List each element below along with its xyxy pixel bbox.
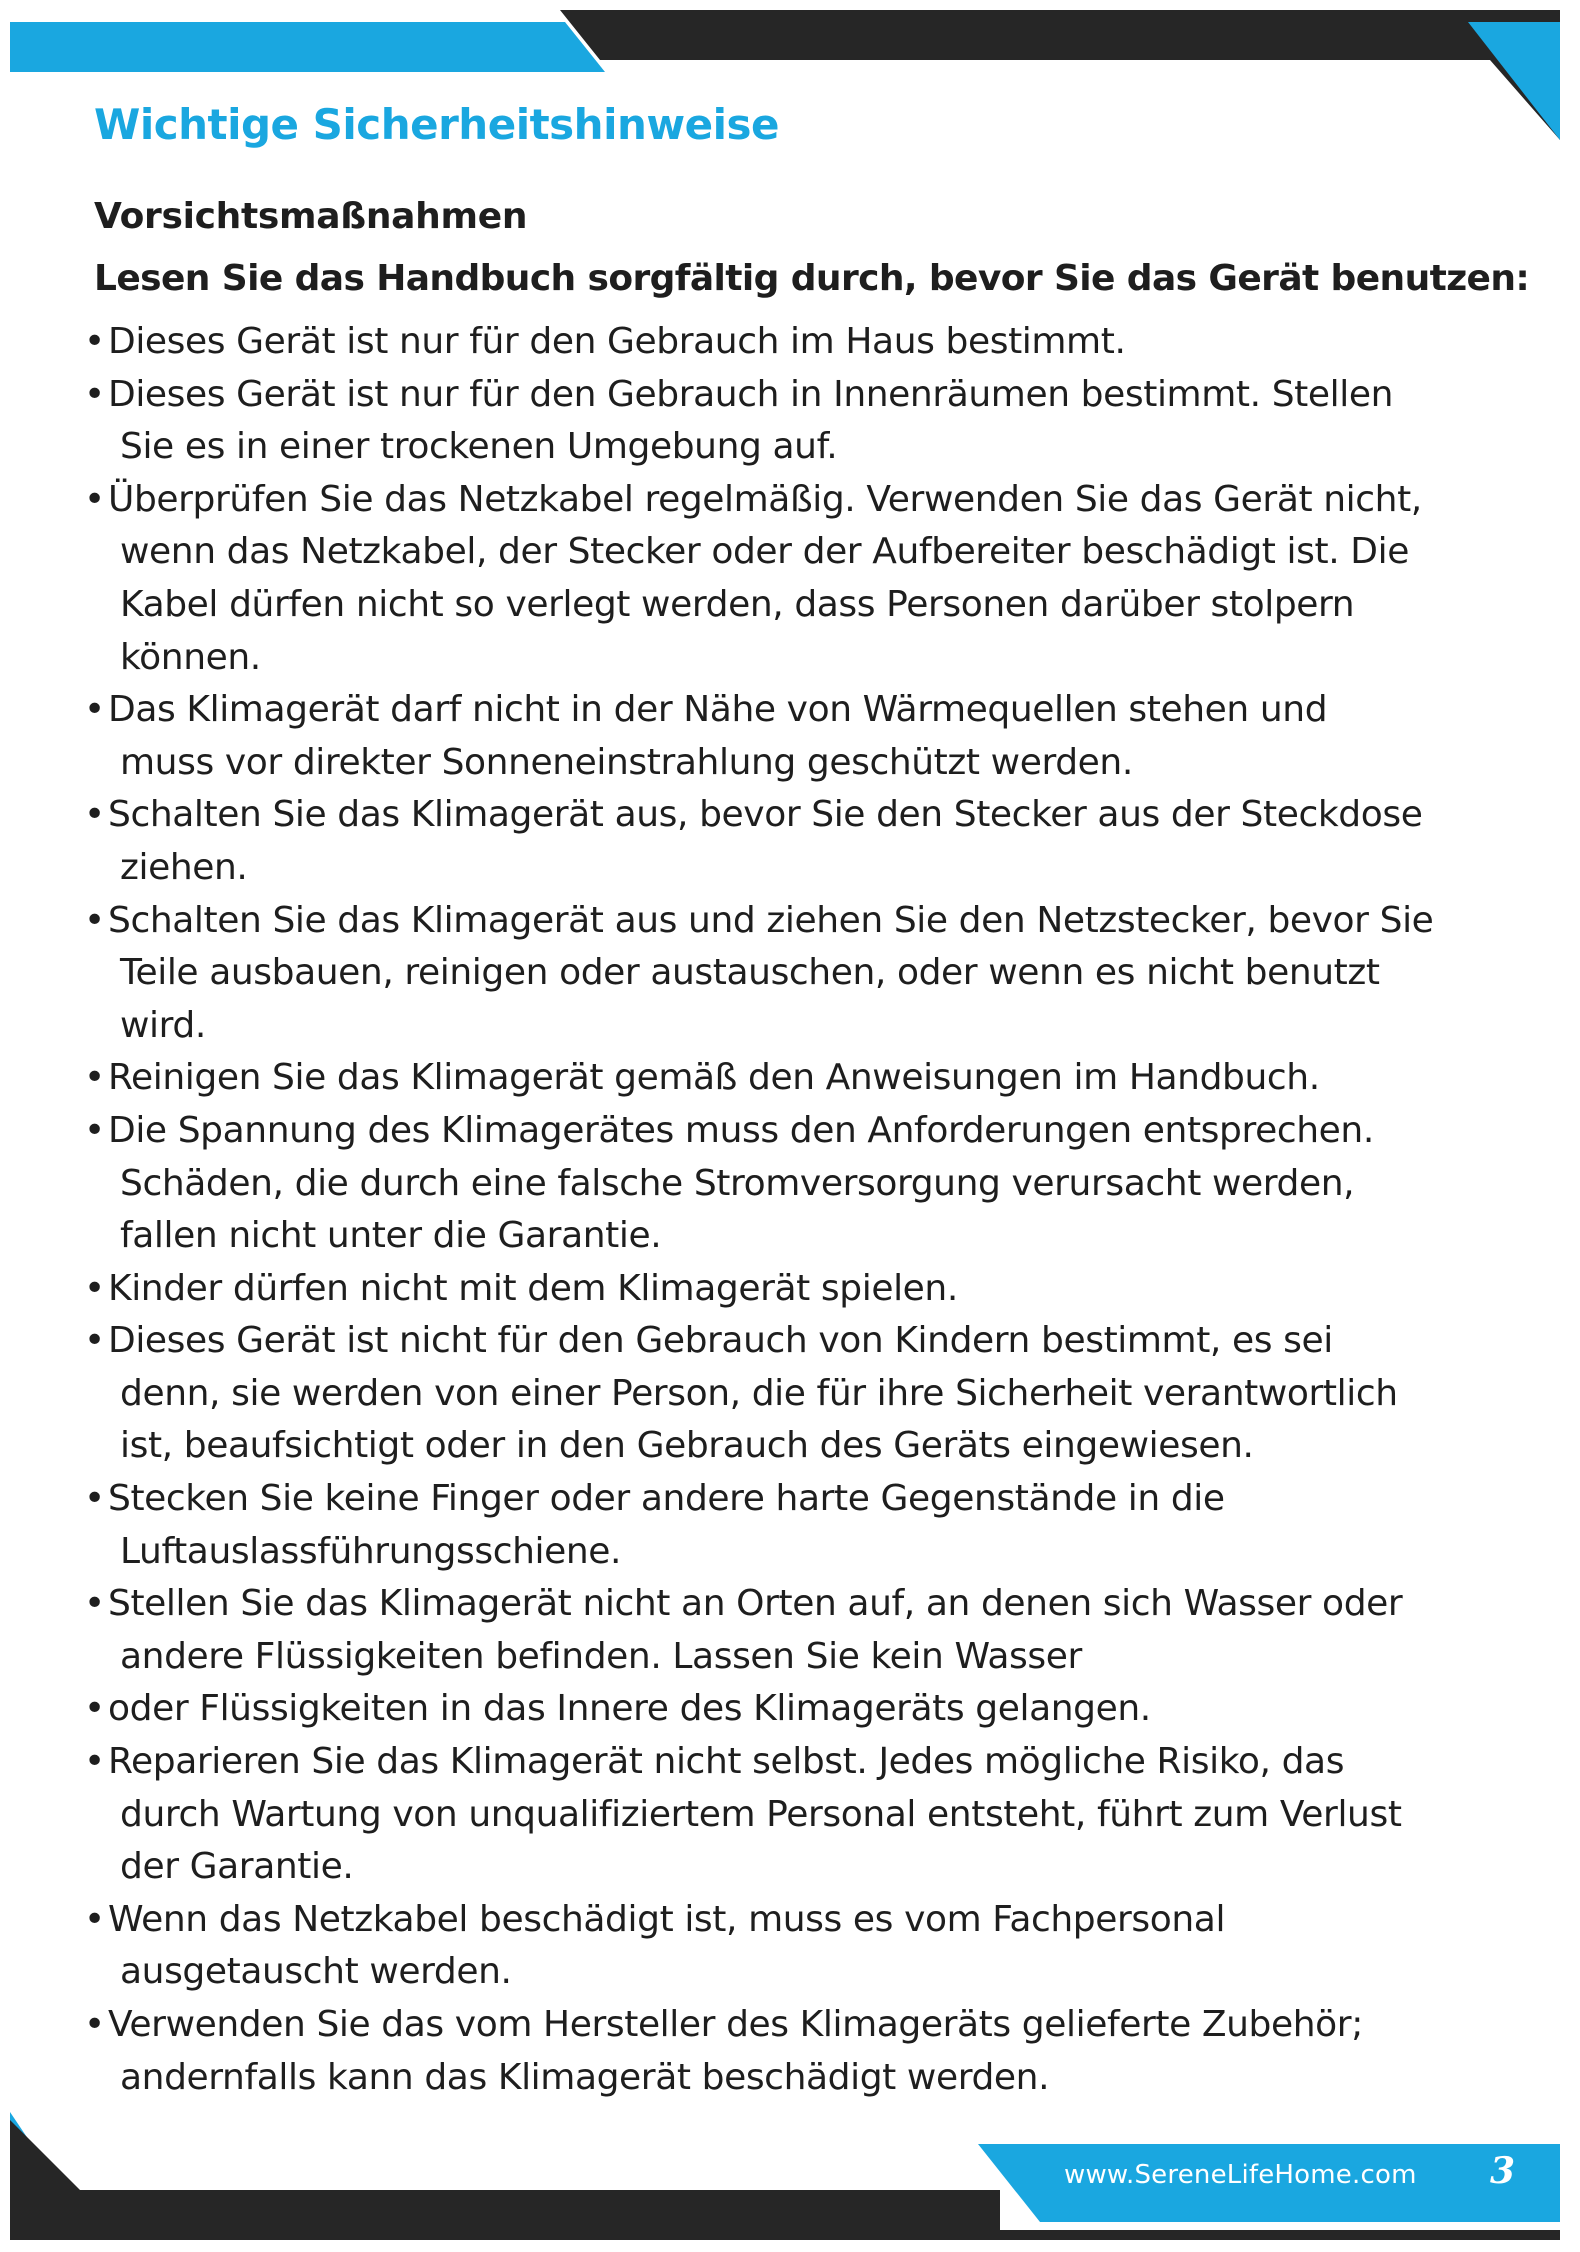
- instruction-line: Kabel dürfen nicht so verlegt werden, dass Personen darüber stolpern: [120, 583, 1355, 625]
- bullet-dot-icon: •: [84, 1688, 105, 1730]
- instruction-line: Die Spannung des Klimagerätes muss den Anforderungen entsprechen.: [108, 1109, 1374, 1151]
- safety-instruction-item: [84, 1473, 1504, 1578]
- safety-instruction-item: [84, 1263, 1504, 1316]
- page-number: 3: [1490, 2150, 1516, 2192]
- safety-instruction-item: [84, 474, 1504, 684]
- bullet-dot-icon: •: [84, 1583, 105, 1625]
- safety-instruction-item: [84, 1315, 1504, 1473]
- instruction-line: durch Wartung von unqualifiziertem Personal entsteht, führt zum Verlust: [120, 1793, 1402, 1835]
- safety-instruction-item: [84, 1999, 1504, 2104]
- safety-instruction-text: [108, 1315, 1504, 1473]
- footer-dark-left: [10, 2120, 1000, 2240]
- safety-instruction-item: [84, 684, 1504, 789]
- instruction-line: Wenn das Netzkabel beschädigt ist, muss es vom Fachpersonal: [108, 1898, 1226, 1940]
- instruction-line: muss vor direkter Sonneneinstrahlung geschützt werden.: [120, 741, 1133, 783]
- instruction-line: Schäden, die durch eine falsche Stromversorgung verursacht werden,: [120, 1162, 1355, 1204]
- safety-instruction-item: [84, 316, 1504, 369]
- instruction-line: ist, beaufsichtigt oder in den Gebrauch des Geräts eingewiesen.: [120, 1425, 1254, 1467]
- bullet-dot-icon: •: [84, 689, 105, 731]
- instruction-line: andere Flüssigkeiten befinden. Lassen Sie kein Wasser: [120, 1635, 1082, 1677]
- bullet-dot-icon: •: [84, 1267, 105, 1309]
- instruction-line: Stecken Sie keine Finger oder andere harte Gegenstände in die: [108, 1478, 1225, 1520]
- instruction-line: Dieses Gerät ist nur für den Gebrauch in Innenräumen bestimmt. Stellen: [108, 373, 1393, 415]
- safety-instruction-text: [108, 1999, 1504, 2104]
- bullet-dot-icon: •: [84, 1741, 105, 1783]
- safety-instruction-text: [108, 1473, 1504, 1578]
- intro-instruction: Lesen Sie das Handbuch sorgfältig durch, bevor Sie das Gerät benutzen:: [94, 258, 1530, 299]
- instruction-line: Reparieren Sie das Klimagerät nicht selbst. Jedes mögliche Risiko, das: [108, 1741, 1345, 1783]
- safety-instruction-text: [108, 1894, 1504, 1999]
- bullet-dot-icon: •: [84, 794, 105, 836]
- instruction-line: Luftauslassführungsschiene.: [120, 1530, 622, 1572]
- safety-instruction-text: [108, 316, 1504, 369]
- instruction-line: Reinigen Sie das Klimagerät gemäß den Anweisungen im Handbuch.: [108, 1057, 1320, 1099]
- safety-instruction-item: [84, 1683, 1504, 1736]
- safety-instruction-text: [108, 1736, 1504, 1894]
- instruction-line: fallen nicht unter die Garantie.: [120, 1215, 662, 1257]
- bullet-dot-icon: •: [84, 373, 105, 415]
- page-title: Wichtige Sicherheitshinweise: [94, 100, 780, 149]
- instruction-line: andernfalls kann das Klimagerät beschädigt werden.: [120, 2056, 1050, 2098]
- safety-instruction-text: [108, 789, 1504, 894]
- instruction-line: Schalten Sie das Klimagerät aus und ziehen Sie den Netzstecker, bevor Sie: [108, 899, 1434, 941]
- instruction-line: Sie es in einer trockenen Umgebung auf.: [120, 426, 838, 468]
- instruction-line: der Garantie.: [120, 1846, 354, 1888]
- bullet-dot-icon: •: [84, 1109, 105, 1151]
- safety-instruction-text: [108, 1052, 1504, 1105]
- instruction-line: Dieses Gerät ist nur für den Gebrauch im Haus bestimmt.: [108, 321, 1126, 362]
- safety-instruction-item: [84, 789, 1504, 894]
- bullet-dot-icon: •: [84, 1320, 105, 1362]
- safety-instruction-text: [108, 684, 1504, 789]
- instruction-line: Kinder dürfen nicht mit dem Klimagerät spielen.: [108, 1267, 958, 1309]
- safety-instruction-item: [84, 1105, 1504, 1263]
- safety-instruction-text: [108, 1683, 1504, 1736]
- instruction-line: können.: [120, 636, 261, 678]
- instruction-line: Stellen Sie das Klimagerät nicht an Orten auf, an denen sich Wasser oder: [108, 1583, 1403, 1625]
- instruction-line: ziehen.: [120, 846, 248, 888]
- safety-instruction-item: [84, 1736, 1504, 1894]
- bullet-dot-icon: •: [84, 478, 105, 520]
- safety-instruction-text: [108, 369, 1504, 474]
- bullet-dot-icon: •: [84, 899, 105, 941]
- header-accent-left: [10, 22, 605, 72]
- safety-instruction-item: [84, 369, 1504, 474]
- bullet-dot-icon: •: [84, 1478, 105, 1520]
- instruction-line: wird.: [120, 1004, 206, 1046]
- instruction-line: Dieses Gerät ist nicht für den Gebrauch von Kindern bestimmt, es sei: [108, 1320, 1333, 1362]
- section-heading: Vorsichtsmaßnahmen: [94, 196, 528, 237]
- bullet-dot-icon: •: [84, 321, 105, 362]
- safety-instruction-text: [108, 895, 1504, 1053]
- instruction-line: ausgetauscht werden.: [120, 1951, 512, 1993]
- instruction-line: Schalten Sie das Klimagerät aus, bevor Sie den Stecker aus der Steckdose: [108, 794, 1423, 836]
- instruction-line: Überprüfen Sie das Netzkabel regelmäßig. Verwenden Sie das Gerät nicht,: [108, 478, 1422, 520]
- safety-instructions-list: [84, 316, 1504, 2104]
- instruction-line: Teile ausbauen, reinigen oder austauschen, oder wenn es nicht benutzt: [120, 952, 1380, 994]
- bullet-dot-icon: •: [84, 2004, 105, 2045]
- safety-instruction-item: [84, 1894, 1504, 1999]
- safety-instruction-text: [108, 1105, 1504, 1263]
- footer-website: www.SereneLifeHome.com: [1064, 2160, 1417, 2190]
- instruction-line: Verwenden Sie das vom Hersteller des Klimageräts gelieferte Zubehör;: [108, 2004, 1363, 2045]
- instruction-line: oder Flüssigkeiten in das Innere des Klimageräts gelangen.: [108, 1688, 1151, 1730]
- safety-instruction-item: [84, 1578, 1504, 1683]
- instruction-line: denn, sie werden von einer Person, die für ihre Sicherheit verantwortlich: [120, 1372, 1398, 1414]
- safety-instruction-item: [84, 895, 1504, 1053]
- bullet-dot-icon: •: [84, 1057, 105, 1099]
- safety-instruction-text: [108, 474, 1504, 684]
- safety-instruction-text: [108, 1263, 1504, 1316]
- bullet-dot-icon: •: [84, 1898, 105, 1940]
- instruction-line: wenn das Netzkabel, der Stecker oder der Aufbereiter beschädigt ist. Die: [120, 531, 1409, 573]
- instruction-line: Das Klimagerät darf nicht in der Nähe von Wärmequellen stehen und: [108, 689, 1328, 731]
- safety-instruction-text: [108, 1578, 1504, 1683]
- safety-instruction-item: [84, 1052, 1504, 1105]
